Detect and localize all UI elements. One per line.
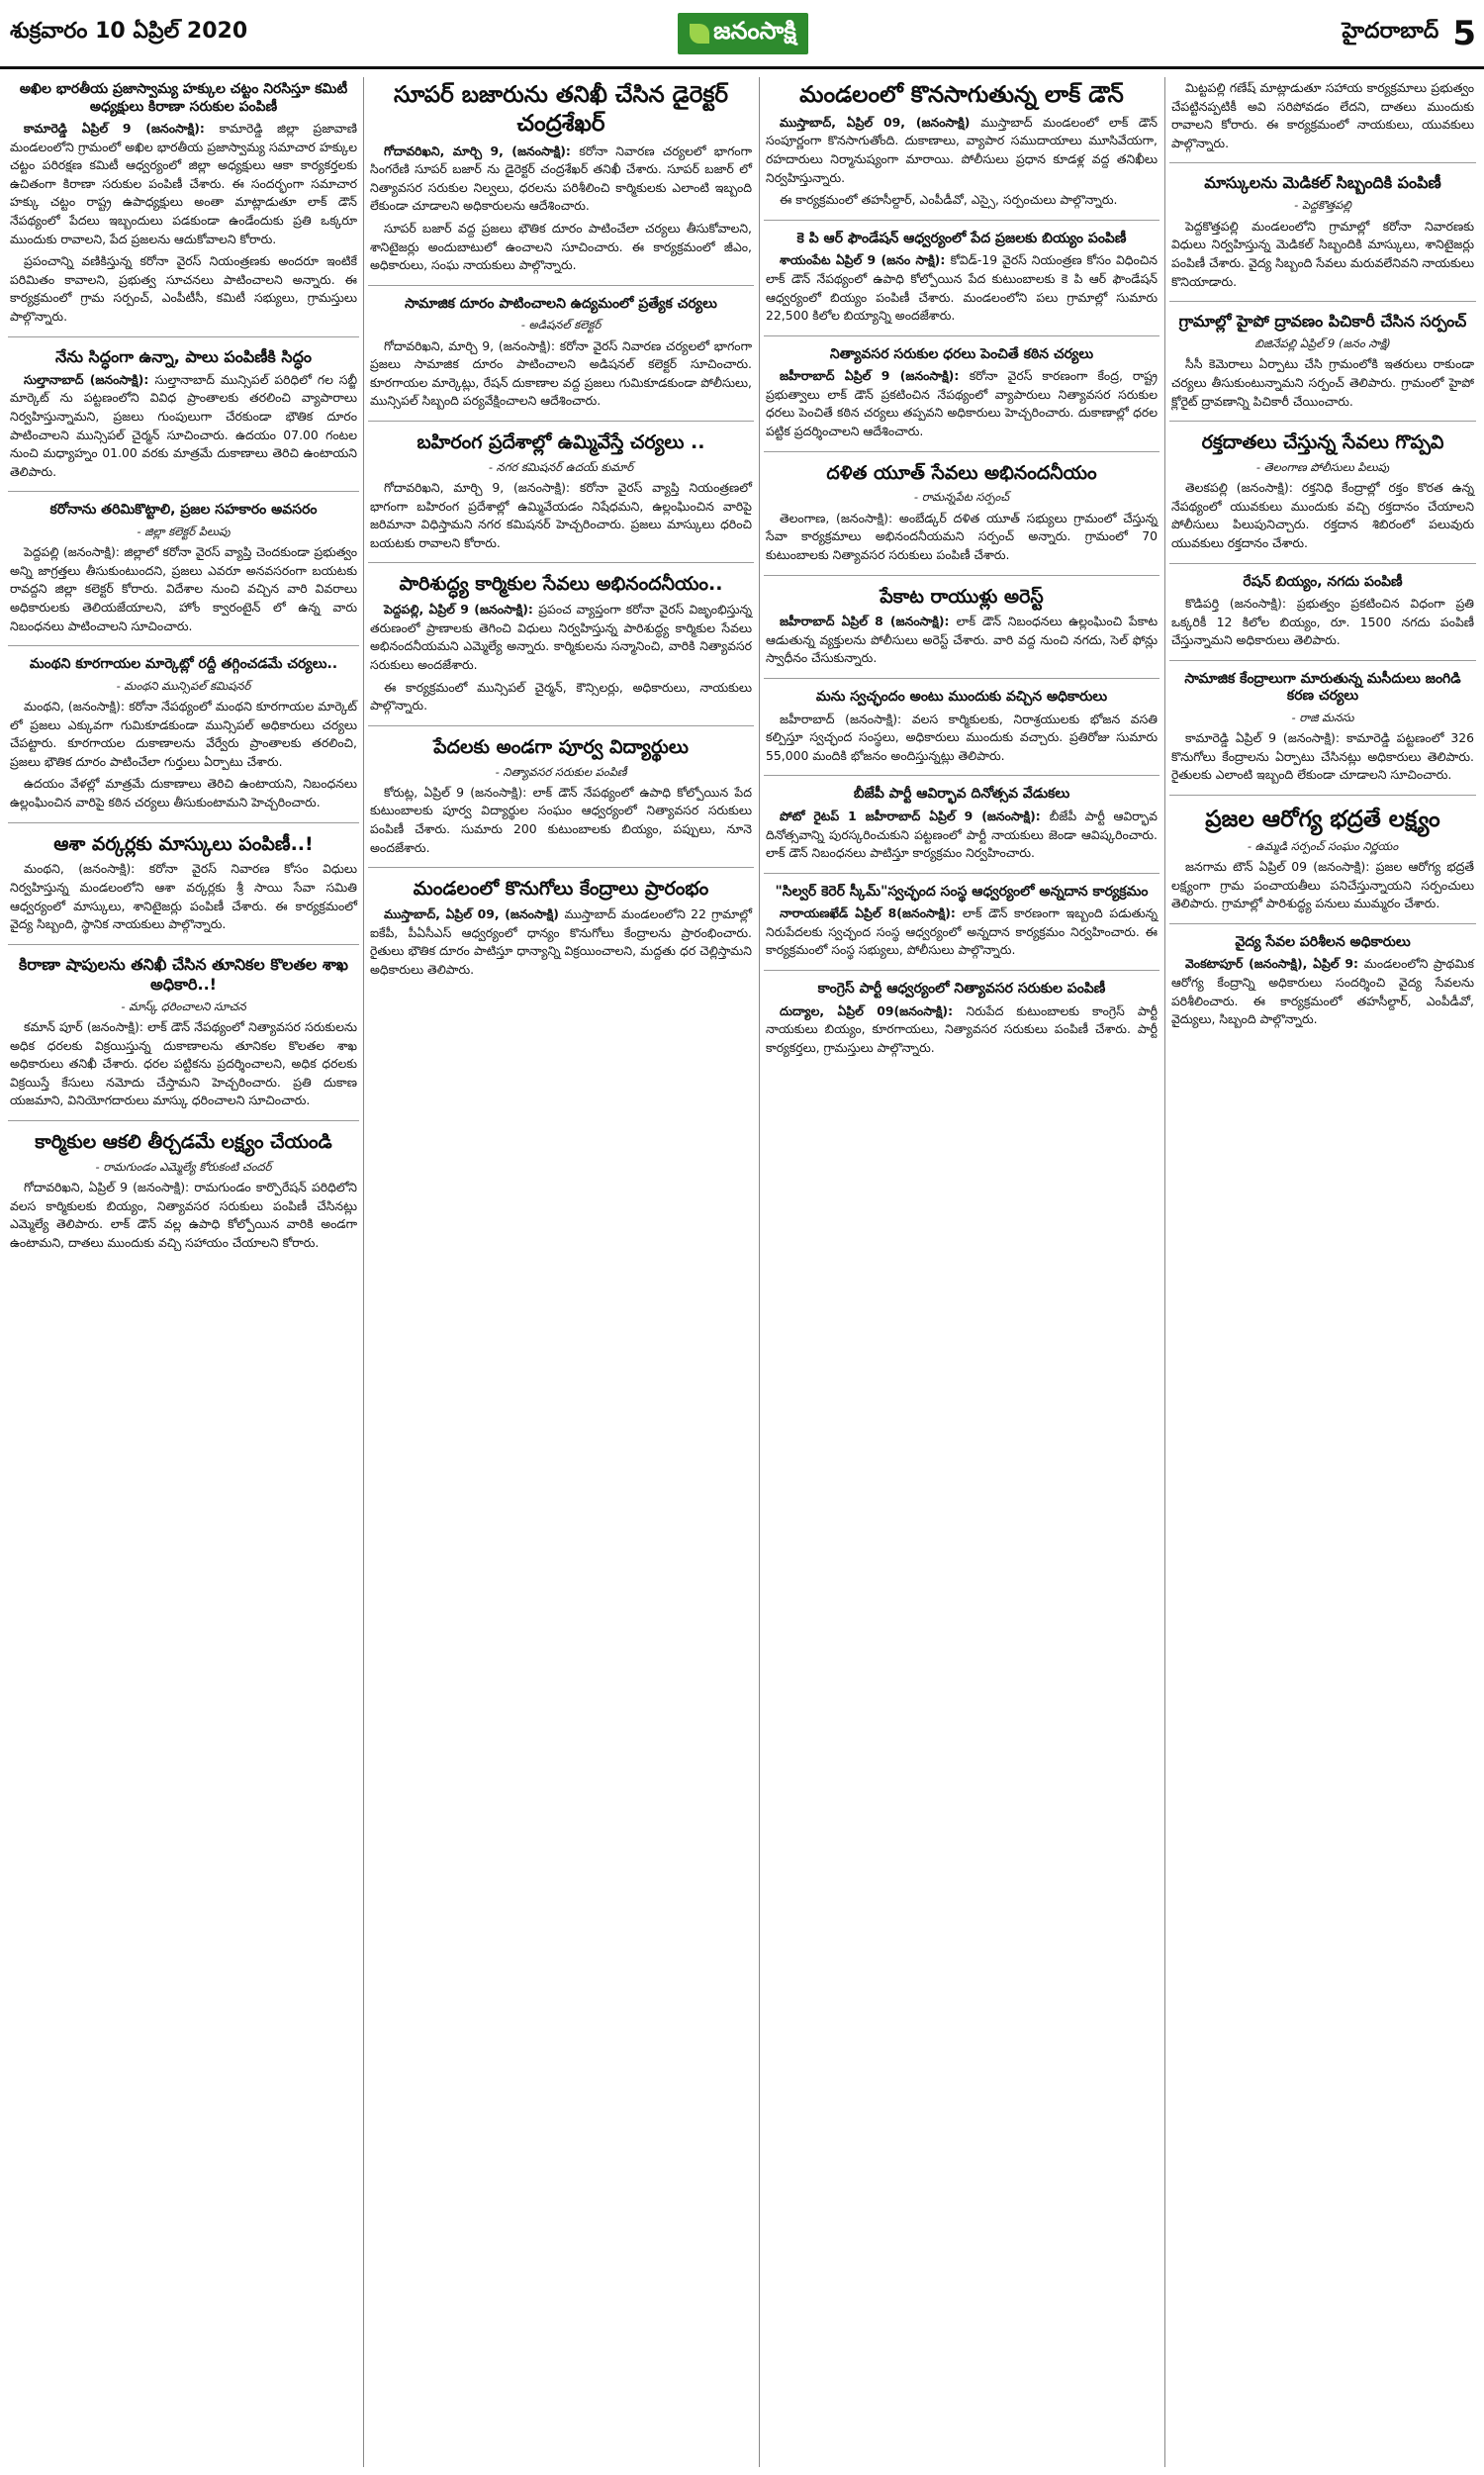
article-paragraph <box>1171 218 1474 291</box>
article <box>764 880 1159 971</box>
article-paragraph <box>370 601 752 674</box>
article-headline: "సిల్వర్ కెరెర్ స్కీమ్"స్వచ్ఛంద సంస్థ ఆధ్వర్యంలో అన్నదాన కార్యక్రమం <box>775 883 1149 900</box>
paragraph-text: కమాన్ పూర్ (జనంసాక్షి): లాక్ డౌన్ నేపథ్యంలో నిత్యావసర సరుకులను అధిక ధరలకు విక్రయిస్తున్న దుకాణాలను తూనికల కొలతల శాఖ అధికారులు తనిఖీ చేశారు. ధరల పట్టికను ప్రదర్శించాలని, అధిక ధరలకు విక్రయిస్తే కేసులు నమోదు చేస్తామని హెచ్చరించారు. ప్రతి దుకాణ యజమాని, వినియోగదారులు మాస్కు ధరించాలని సూచించారు. <box>10 1019 357 1108</box>
article-paragraph <box>370 143 752 216</box>
paragraph-text: ప్రపంచాన్ని వణికిస్తున్న కరోనా వైరస్ నియంత్రణకు అందరూ ఇంటికే పరిమితం కావాలని, ప్రభుత్వ సూచనలు పాటించాలని అన్నారు. ఈ కార్యక్రమంలో గ్రామ సర్పంచ్, ఎంపీటీసీ, కమిటీ సభ్యులు, గ్రామస్తులు పాల్గొన్నారు. <box>10 253 357 325</box>
article-paragraph <box>766 613 1158 668</box>
edition-city: హైదరాబాద్ <box>1342 18 1439 44</box>
article-byline: - పెద్దకొత్తపల్లి <box>1294 198 1351 213</box>
article-paragraph <box>766 904 1158 960</box>
article-paragraph <box>10 698 357 771</box>
paragraph-text: ముస్తాబాద్ మండలంలోని 22 గ్రామాల్లో ఐకేపీ, పీఏసీఎస్ ఆధ్వర్యంలో ధాన్యం కొనుగోలు కేంద్రాలను ప్రారంభించారు. రైతులు భౌతిక దూరం పాటిస్తూ ధాన్యాన్ని విక్రయించాలని, మద్దతు ధర చెల్లిస్తామని అధికారులు తెలిపారు. <box>370 905 752 977</box>
article-paragraph <box>1171 858 1474 913</box>
article-byline: - నగర కమిషనర్ ఉదయ్ కుమార్ <box>488 459 634 474</box>
article-paragraph <box>10 252 357 326</box>
article <box>368 874 754 989</box>
article <box>8 498 359 646</box>
article-headline: కాంగ్రెస్ పార్టీ ఆధ్వర్యంలో నిత్యావసర సరుకుల పంపిణీ <box>817 981 1106 998</box>
paragraph-text: మిట్టపల్లి గణేష్ మాట్లాడుతూ సహాయ కార్యక్రమాలు ప్రభుత్వం చేపట్టినప్పటికీ అవి సరిపోవడం లేదని, దాతలు ముందుకు రావాలని కోరారు. ఈ కార్యక్రమంలో నాయకులు, యువకులు పాల్గొన్నారు. <box>1171 80 1474 150</box>
article-dateline: ముస్తాబాద్, ఏప్రిల్ 09, (జనంసాక్షి) <box>384 905 565 921</box>
article-headline: మండలంలో కొనసాగుతున్న లాక్ డౌన్ <box>799 82 1124 108</box>
article <box>368 732 754 868</box>
article-paragraph <box>370 220 752 275</box>
paragraph-text: జనగామ టౌన్ ఏప్రిల్ 09 (జనంసాక్షి): ప్రజల ఆరోగ్య భద్రతే లక్ష్యంగా గ్రామ పంచాయతీలు పనిచేస్తున్నాయని సర్పంచులు తెలిపారు. గ్రామాల్లో పారిశుద్ధ్య పనులు ముమ్మరం చేశారు. <box>1171 859 1474 911</box>
article-paragraph <box>370 337 752 411</box>
article <box>764 685 1159 776</box>
article-headline: మండలంలో కొనుగోలు కేంద్రాలు ప్రారంభం <box>413 878 709 901</box>
article-paragraph <box>766 808 1158 863</box>
column-3 <box>764 77 1159 2467</box>
paragraph-text: తెలంగాణ, (జనంసాక్షి): అంబేడ్కర్ దళిత యూత్ సభ్యులు గ్రామంలో చేస్తున్న సేవా కార్యక్రమాలు అభినందనీయమని సర్పంచ్ అన్నారు. గ్రామంలో 70 కుటుంబాలకు నిత్యావసర సరుకులు పంపిణీ చేశారు. <box>766 510 1158 562</box>
logo-text: జనంసాక్షి <box>713 16 796 45</box>
article-headline: నేను సిద్ధంగా ఉన్నా, పాలు పంపిణీకి సిద్ధం <box>54 346 312 366</box>
paragraph-text: కొడిపర్తి (జనంసాక్షి): ప్రభుత్వం ప్రకటించిన విధంగా ప్రతి ఒక్కరికీ 12 కిలోల బియ్యం, రూ. 1500 నగదు పంపిణీ చేస్తున్నామని అధికారులు తెలిపారు. <box>1171 596 1474 648</box>
article-headline: అఖిల భారతీయ ప్రజాస్వామ్య హక్కుల చట్టం నిరసిస్తూ కమిటీ అధ్యక్షులు కిరాణా సరుకుల పంపిణీ <box>19 81 348 115</box>
paragraph-text: కరోనా నివారణ చర్యలలో భాగంగా సింగరేణి సూపర్ బజార్ ను డైరెక్టర్ చంద్రశేఖర్ తనిఖీ చేశారు. సూపర్ బజార్ లో నిత్యావసర సరుకుల నిల్వలు, ధరలను పరిశీలించి కార్మికులకు ఎలాంటి ఇబ్బంది లేకుండా చూడాలని అధికారులను ఆదేశించారు. <box>370 143 752 214</box>
paragraph-text: కామారెడ్డి జిల్లా ప్రజావాణి మండలంలోని గ్రామంలో అఖిల భారతీయ ప్రజాస్వామ్య సమాచార హక్కుల చట్టం పరిరక్షణ కమిటీ ఆధ్వర్యంలో జిల్లా అధ్యక్షులు ఆకా కార్యకర్తలకు ఉచితంగా కిరాణా సరుకుల పంపిణీ చేశారు. ఈ సందర్భంగా సమాచార హక్కు చట్టం రాష్ట్ర ఉపాధ్యక్షులు అంతా మాట్లాడుతూ లాక్ డౌన్ నేపథ్యంలో పేదలు ఇబ్బందులు పడకుండా ఉండేందుకు ప్రతి ఒక్కరూ ముందుకు రావాలని, పేద ప్రజలను ఆదుకోవాలని కోరారు. <box>10 121 357 246</box>
paragraph-text: ఈ కార్యక్రమంలో మున్సిపల్ చైర్మన్, కౌన్సిలర్లు, అధికారులు, నాయకులు పాల్గొన్నారు. <box>370 679 752 714</box>
article-dateline: కామారెడ్డి ఏప్రిల్ 9 (జనంసాక్షి): <box>24 121 220 136</box>
article-headline: సామాజిక దూరం పాటించాలని ఉద్యమంలో ప్రత్యేక చర్యలు <box>405 295 717 312</box>
page-body <box>8 77 1476 2467</box>
article-byline: - రాజి మనసు <box>1291 710 1354 724</box>
paragraph-text: పెద్దకొత్తపల్లి మండలంలోని గ్రామాల్లో కరోనా నివారణకు విధులు నిర్వహిస్తున్న మెడికల్ సిబ్బందికి మాస్కులు, శానిటైజర్లు పంపిణీ చేశారు. వైద్య సిబ్బంది సేవలు మరువలేనివని నాయకులు కొనియాడారు. <box>1171 218 1474 289</box>
column-2 <box>368 77 754 2467</box>
article-headline: కిరాణా షాపులను తనిఖీ చేసిన తూనికల కొలతల శాఖ అధికారి..! <box>18 954 349 994</box>
newspaper-logo <box>678 13 808 54</box>
column-divider <box>759 77 760 2467</box>
paragraph-text: గోదావరిఖని, మార్చి 9, (జనంసాక్షి): కరోనా వైరస్ నివారణ చర్యలలో భాగంగా ప్రజలు సామాజిక దూరం పాటించాలని అడిషనల్ కలెక్టర్ సూచించారు. కూరగాయల మార్కెట్లు, రేషన్ దుకాణాల వద్ద ప్రజలు గుమికూడకుండా పోలీసులు, మున్సిపల్ సిబ్బంది పర్యవేక్షించాలని ఆదేశించారు. <box>370 337 752 409</box>
paragraph-text: నిరుపేద కుటుంబాలకు కాంగ్రెస్ పార్టీ నాయకులు బియ్యం, కూరగాయలు, నిత్యావసర సరుకులు పంపిణీ చేశారు. పార్టీ కార్యకర్తలు, గ్రామస్తులు పాల్గొన్నారు. <box>766 1002 1158 1055</box>
logo-box <box>678 13 808 54</box>
article <box>1169 428 1476 563</box>
paragraph-text: బీజేపీ పార్టీ ఆవిర్భావ దినోత్సవాన్ని పురస్కరించుకుని పట్టణంలో పార్టీ నాయకులు జెండా ఆవిష్కరించారు. లాక్ డౌన్ నిబంధనలు పాటిస్తూ కార్యక్రమం నిర్వహించారు. <box>766 808 1158 861</box>
article-paragraph <box>10 1018 357 1110</box>
article-byline: బిజినేపల్లి ఏప్రిల్ 9 (జనం సాక్షి) <box>1254 336 1391 351</box>
article-byline: - రామగుండం ఎమ్మెల్యే కోరుకంటి చందర్ <box>95 1159 272 1174</box>
masthead-right <box>1061 14 1476 53</box>
article-headline: నిత్యావసర సరుకుల ధరలు పెంచితే కఠిన చర్యలు <box>829 345 1094 362</box>
article <box>1169 77 1476 163</box>
paragraph-text: గోదావరిఖని, మార్చి 9, (జనంసాక్షి): కరోనా వైరస్ వ్యాప్తి నియంత్రణలో భాగంగా బహిరంగ ప్రదేశాల్లో ఉమ్మివేయడం నిషేధమని, ఉల్లంఘించిన వారిపై జరిమానా విధిస్తామని నగర కమిషనర్ హెచ్చరించారు. ప్రజలు మాస్కులు ధరించి బయటకు రావాలని కోరారు. <box>370 479 752 550</box>
article-headline: దళిత యూత్ సేవలు అభినందనీయం <box>826 461 1097 484</box>
article-paragraph <box>10 860 357 933</box>
article-paragraph <box>1171 79 1474 152</box>
article-paragraph <box>766 711 1158 766</box>
article-headline: కె పి ఆర్ ఫౌండేషన్ ఆధ్వర్యంలో పేద ప్రజలకు బియ్యం పంపిణీ <box>796 230 1127 246</box>
article-headline: పేకాట రాయుళ్లు అరెస్ట్ <box>880 585 1044 608</box>
article <box>8 652 359 822</box>
paragraph-text: లాక్ డౌన్ కారణంగా ఇబ్బంది పడుతున్న నిరుపేదలకు స్వచ్ఛంద సంస్థ ఆధ్వర్యంలో అన్నదాన కార్యక్రమం నిర్వహించారు. ఈ కార్యక్రమంలో సంస్థ సభ్యులు, పోలీసులు పాల్గొన్నారు. <box>766 905 1158 958</box>
article <box>8 829 359 945</box>
article-paragraph <box>370 679 752 715</box>
paragraph-text: సుల్తానాబాద్ మున్సిపల్ పరిధిలో గల సబ్జీ మార్కెట్ ను పట్టణంలోని వివిధ ప్రాంతాలకు తరలించి వ్యాపారాలు నిర్వహిస్తున్నామని, ప్రజలు గుంపులుగా చేరకుండా భౌతిక దూరం పాటించాలని మున్సిపల్ చైర్మన్ సూచించారు. ఉదయం 07.00 గంటల నుంచి మధ్యాహ్నం 01.00 వరకు మాత్రమే దుకాణాలు తెరిచి ఉంటాయని తెలిపారు. <box>10 371 357 479</box>
issue-date: శుక్రవారం 10 ఏప్రిల్ 2020 <box>10 18 248 44</box>
paragraph-text: మంథని, (జనంసాక్షి): కరోనా నేపథ్యంలో మంథని కూరగాయల మార్కెట్ లో ప్రజలు ఎక్కువగా గుమికూడకుండా మున్సిపల్ అధికారులు చర్యలు చేపట్టారు. కూరగాయల దుకాణాలను వేర్వేరు ప్రాంతాలకు తరలించి, ప్రజలు భౌతిక దూరం పాటించేలా గుర్తులు ఏర్పాటు చేశారు. <box>10 698 357 769</box>
article-headline: బీజేపీ పార్టీ ఆవిర్భావ దినోత్సవ వేడుకలు <box>853 786 1070 803</box>
article <box>368 428 754 563</box>
paragraph-text: సూపర్ బజార్ వద్ద ప్రజలు భౌతిక దూరం పాటించేలా చర్యలు తీసుకోవాలని, శానిటైజర్లు అందుబాటులో ఉంచాలని సూచించారు. ఈ కార్యక్రమంలో జీఎం, అధికారులు, సంఘ నాయకులు పాల్గొన్నారు. <box>370 220 752 273</box>
article-paragraph <box>766 191 1158 210</box>
leaf-icon <box>690 24 709 44</box>
column-4 <box>1169 77 1476 2467</box>
paragraph-text: జహీరాబాద్ (జనంసాక్షి): వలస కార్మికులకు, నిరాశ్రయులకు భోజన వసతి కల్పిస్తూ స్వచ్ఛంద సంస్థలు, అధికారులు ముందుకు వచ్చారు. ప్రతిరోజు సుమారు 55,000 మందికి భోజనం అందిస్తున్నట్లు తెలిపారు. <box>766 711 1158 763</box>
article-dateline: జహీరాబాద్ ఏప్రిల్ 8 (జనంసాక్షి): <box>780 614 957 629</box>
paragraph-text: సీసీ కెమెరాలు ఏర్పాటు చేసి గ్రామంలోకి ఇతరులు రాకుండా చర్యలు తీసుకుంటున్నామని సర్పంచ్ తెలిపారు. గ్రామంలో హైపో క్లోరైట్ ద్రావణాన్ని పిచికారీ చేయించారు. <box>1171 356 1474 409</box>
paragraph-text: కోవిడ్-19 వైరస్ నియంత్రణ కోసం విధించిన లాక్ డౌన్ నేపథ్యంలో ఉపాధి కోల్పోయిన పేద కుటుంబాలకు కె పి ఆర్ ఫౌండేషన్ ఆధ్వర్యంలో బియ్యం పంపిణీ చేశారు. మండలంలోని పలు గ్రామాల్లో సుమారు 22,500 కిలోల బియ్యాన్ని అందజేశారు. <box>766 252 1158 324</box>
article-headline: పారిశుద్ధ్య కార్మికుల సేవలు అభినందనీయం.. <box>399 573 723 596</box>
article-byline: - మంథని మున్సిపల్ కమిషనర్ <box>116 678 251 693</box>
article <box>8 1127 359 1262</box>
article <box>1169 308 1476 422</box>
article-paragraph <box>370 479 752 552</box>
article <box>8 343 359 493</box>
article <box>368 569 754 725</box>
article <box>764 77 1159 221</box>
article-paragraph <box>1171 479 1474 552</box>
article-dateline: పోటో రైటప్ 1 జహీరాబాద్ ఏప్రిల్ 9 (జనంసాక్షి): <box>780 808 1050 823</box>
article <box>764 342 1159 452</box>
article-headline: కరోనాను తరిమికొట్టాలి, ప్రజల సహకారం అవసరం <box>49 502 318 519</box>
page-number: 5 <box>1452 13 1476 53</box>
article-dateline: పెద్దపల్లి, ఏప్రిల్ 9 (జనంసాక్షి): <box>384 602 539 618</box>
article-dateline: శాయంపేట ఏప్రిల్ 9 (జనం సాక్షి): <box>780 252 951 268</box>
article-headline: రేషన్ బియ్యం, నగదు పంపిణీ <box>1243 573 1403 590</box>
column-divider <box>363 77 364 2467</box>
article-headline: బహిరంగ ప్రదేశాల్లో ఉమ్మివేస్తే చర్యలు .. <box>417 430 705 453</box>
article-headline: రక్తదాతలు చేస్తున్న సేవలు గొప్పవి <box>1201 431 1444 454</box>
paragraph-text: మండలంలోని ప్రాథమిక ఆరోగ్య కేంద్రాన్ని అధికారులు సందర్శించి వైద్య సేవలను పరిశీలించారు. ఈ కార్యక్రమంలో తహసీల్దార్, ఎంపీడీవో, వైద్యులు, సిబ్బంది పాల్గొన్నారు. <box>1171 956 1474 1027</box>
article <box>764 227 1159 336</box>
article-headline: కార్మికుల ఆకలి తీర్చడమే లక్ష్యం చేయండి <box>35 1131 332 1154</box>
article-headline: వైద్య సేవల పరిశీలన అధికారులు <box>1235 933 1411 950</box>
article-headline: సామాజిక కేంద్రాలుగా మారుతున్న మసీదులు జంగిడి కరణ చర్యలు <box>1184 670 1461 705</box>
article-paragraph <box>766 1002 1158 1058</box>
article-paragraph <box>370 784 752 857</box>
article-paragraph <box>1171 355 1474 411</box>
paragraph-text: మంథని, (జనంసాక్షి): కరోనా వైరస్ నివారణ కోసం విధులు నిర్వహిస్తున్న మండలంలోని ఆశా వర్కర్లకు శ్రీ సాయి సేవా సమితి ఆధ్వర్యంలో మాస్కులు, శానిటైజర్లు పంపిణీ చేశారు. ఈ కార్యక్రమంలో వైద్య సిబ్బంది, స్థానిక నాయకులు పాల్గొన్నారు. <box>10 861 357 932</box>
article-byline: - నిత్యావసర సరుకుల పంపిణీ <box>495 764 627 779</box>
paragraph-text: కరోనా వైరస్ కారణంగా కేంద్ర, రాష్ట్ర ప్రభుత్వాలు లాక్ డౌన్ ప్రకటించిన నేపథ్యంలో వ్యాపారులు నిత్యావసర సరుకుల ధరలు పెంచితే కఠిన చర్యలు తప్పవని అధికారులు హెచ్చరించారు. దుకాణాల్లో ధరల పట్టిక ప్రదర్శించాలని ఆదేశించారు. <box>766 368 1159 439</box>
paragraph-text: గోదావరిఖని, ఏప్రిల్ 9 (జనంసాక్షి): రామగుండం కార్పొరేషన్ పరిధిలోని వలస కార్మికులకు బియ్యం, నిత్యావసర సరుకులు పంపిణీ చేసినట్లు ఎమ్మెల్యే తెలిపారు. లాక్ డౌన్ వల్ల ఉపాధి కోల్పోయిన వారికి అండగా ఉంటామని, దాతలు ముందుకు వచ్చి సహాయం చేయాలని కోరారు. <box>10 1180 357 1250</box>
paragraph-text: ముస్తాబాద్ మండలంలో లాక్ డౌన్ సంపూర్ణంగా కొనసాగుతోంది. దుకాణాలు, వ్యాపార సముదాయాలు మూసివేయగా, రహదారులు నిర్మానుష్యంగా మారాయి. పోలీసులు ప్రధాన కూడళ్ల వద్ద తనిఖీలు నిర్వహిస్తున్నారు. <box>766 114 1158 185</box>
article-paragraph <box>766 367 1158 440</box>
article <box>764 458 1159 576</box>
article <box>368 77 754 286</box>
article-byline: - అడిషనల్ కలెక్టర్ <box>520 318 602 333</box>
article-headline: మాస్కులను మెడికల్ సిబ్బందికి పంపిణీ <box>1204 173 1441 193</box>
article <box>1169 930 1476 1039</box>
article-paragraph <box>1171 729 1474 785</box>
article <box>764 782 1159 873</box>
article <box>1169 667 1476 796</box>
article-dateline: దుద్యాల, ఏప్రిల్ 09(జనంసాక్షి): <box>780 1002 967 1018</box>
article-headline: గ్రామాల్లో హైపో ద్రావణం పిచికారీ చేసిన సర్పంచ్ <box>1178 312 1467 332</box>
article-headline: మను స్వచ్ఛందం అంటు ముందుకు వచ్చిన అధికారులు <box>815 689 1108 706</box>
article-byline: - రామన్నపేట సర్పంచ్ <box>913 490 1010 505</box>
article-paragraph <box>10 543 357 635</box>
paragraph-text: కోరుట్ల, ఏప్రిల్ 9 (జనంసాక్షి): లాక్ డౌన్ నేపథ్యంలో ఉపాధి కోల్పోయిన పేద కుటుంబాలకు పూర్వ విద్యార్థుల సంఘం ఆధ్వర్యంలో నిత్యావసర సరుకులు పంపిణీ చేశారు. సుమారు 200 కుటుంబాలకు బియ్యం, పప్పులు, నూనె అందజేశారు. <box>370 784 752 855</box>
article-dateline: నారాయణఖేడ్ ఏప్రిల్ 8(జనంసాక్షి): <box>780 905 963 921</box>
article-paragraph <box>766 251 1158 325</box>
article-paragraph <box>1171 595 1474 650</box>
article-dateline: జహీరాబాద్ ఏప్రిల్ 9 (జనంసాక్షి): <box>780 368 970 384</box>
article-byline: - మాస్క్ ధరించాలని సూచన <box>121 999 246 1013</box>
column-1 <box>8 77 359 2467</box>
paragraph-text: లాక్ డౌన్ నిబంధనలు ఉల్లంఘించి పేకాట ఆడుతున్న వ్యక్తులను పోలీసులు అరెస్ట్ చేశారు. వారి వద్ద నుంచి నగదు, సెల్ ఫోన్లు స్వాధీనం చేసుకున్నారు. <box>766 614 1159 666</box>
article <box>8 77 359 337</box>
masthead <box>0 0 1484 69</box>
article-paragraph <box>1171 955 1474 1028</box>
article <box>368 292 754 422</box>
paragraph-text: పెద్దపల్లి (జనంసాక్షి): జిల్లాలో కరోనా వైరస్ వ్యాప్తి చెందకుండా ప్రభుత్వం అన్ని జాగ్రత్తలు తీసుకుంటుందని, ప్రజలు ఎవరూ అనవసరంగా బయటకు రావద్దని జిల్లా కలెక్టర్ కోరారు. విదేశాల నుంచి వచ్చిన వారి వివరాలు అధికారులకు తెలియజేయాలని, హోం క్వారంటైన్ లో ఉన్న వారు నిబంధనలు పాటించాలని సూచించారు. <box>10 544 357 633</box>
article <box>764 977 1159 1067</box>
article <box>1169 802 1476 924</box>
article-byline: - జిల్లా కలెక్టర్ పిలుపు <box>137 524 231 538</box>
article-paragraph <box>10 775 357 811</box>
article-paragraph <box>10 120 357 248</box>
paragraph-text: ఉదయం వేళల్లో మాత్రమే దుకాణాలు తెరిచి ఉంటాయని, నిబంధనలు ఉల్లంఘించిన వారిపై కఠిన చర్యలు తీసుకుంటామని హెచ్చరించారు. <box>10 776 357 809</box>
article-dateline: గోదావరిఖని, మార్చి 9, (జనంసాక్షి): <box>384 143 580 158</box>
article-headline: సూపర్ బజారును తనిఖీ చేసిన డైరెక్టర్ చంద్రశేఖర్ <box>394 82 728 137</box>
article-paragraph <box>10 371 357 482</box>
article-byline: - ఉమ్మడి సర్పంచ్ సంఘం నిర్ణయం <box>1247 838 1399 853</box>
article <box>764 582 1159 680</box>
article-dateline: ముస్తాబాద్, ఏప్రిల్ 09, (జనంసాక్షి) <box>780 114 981 130</box>
article <box>1169 570 1476 661</box>
article <box>1169 169 1476 302</box>
article-paragraph <box>766 114 1158 187</box>
article-headline: పేదలకు అండగా పూర్వ విద్యార్థులు <box>433 735 689 758</box>
article-headline: ఆశా వర్కర్లకు మాస్కులు పంపిణీ..! <box>53 832 314 855</box>
article-paragraph <box>766 510 1158 565</box>
article-paragraph <box>10 1179 357 1252</box>
paragraph-text: కామారెడ్డి ఏప్రిల్ 9 (జనంసాక్షి): కామారెడ్డి పట్టణంలో 326 కొనుగోలు కేంద్రాలను ఏర్పాటు చేసినట్లు అధికారులు తెలిపారు. రైతులకు ఎలాంటి ఇబ్బంది లేకుండా చూడాలని సూచించారు. <box>1171 730 1474 783</box>
article-paragraph <box>370 905 752 979</box>
article-dateline: వెంకటాపూర్ (జనంసాక్షి), ఏప్రిల్ 9: <box>1185 956 1364 972</box>
article-dateline: సుల్తానాబాద్ (జనంసాక్షి): <box>24 371 155 387</box>
article <box>8 951 359 1121</box>
column-divider <box>1164 77 1165 2467</box>
paragraph-text: ఈ కార్యక్రమంలో తహసీల్దార్, ఎంపీడీవో, ఎస్సై, సర్పంచులు పాల్గొన్నారు. <box>780 192 1118 208</box>
article-byline: - తెలంగాణ పోలీసులు పిలుపు <box>1255 459 1390 474</box>
article-headline: ప్రజల ఆరోగ్య భద్రతే లక్ష్యం <box>1205 807 1440 833</box>
article-headline: మంథని కూరగాయల మార్కెట్లో రద్దీ తగ్గించడమే చర్యలు.. <box>29 656 338 673</box>
paragraph-text: ప్రపంచ వ్యాప్తంగా కరోనా వైరస్ విజృంభిస్తున్న తరుణంలో ప్రాణాలకు తెగించి విధులు నిర్వహిస్తున్న పారిశుద్ధ్య కార్మికుల సేవలు అభినందనీయమని ఎమ్మెల్యే అన్నారు. కార్మికులను సన్మానించి, వారికి నిత్యావసర సరుకులు అందజేశారు. <box>370 602 752 672</box>
paragraph-text: తెలకపల్లి (జనంసాక్షి): రక్తనిధి కేంద్రాల్లో రక్తం కొరత ఉన్న నేపథ్యంలో యువకులు ముందుకు వచ్చి రక్తదానం చేయాలని పోలీసులు పిలుపునిచ్చారు. రక్తదాన శిబిరంలో పలువురు యువకులు రక్తదానం చేశారు. <box>1171 480 1474 551</box>
